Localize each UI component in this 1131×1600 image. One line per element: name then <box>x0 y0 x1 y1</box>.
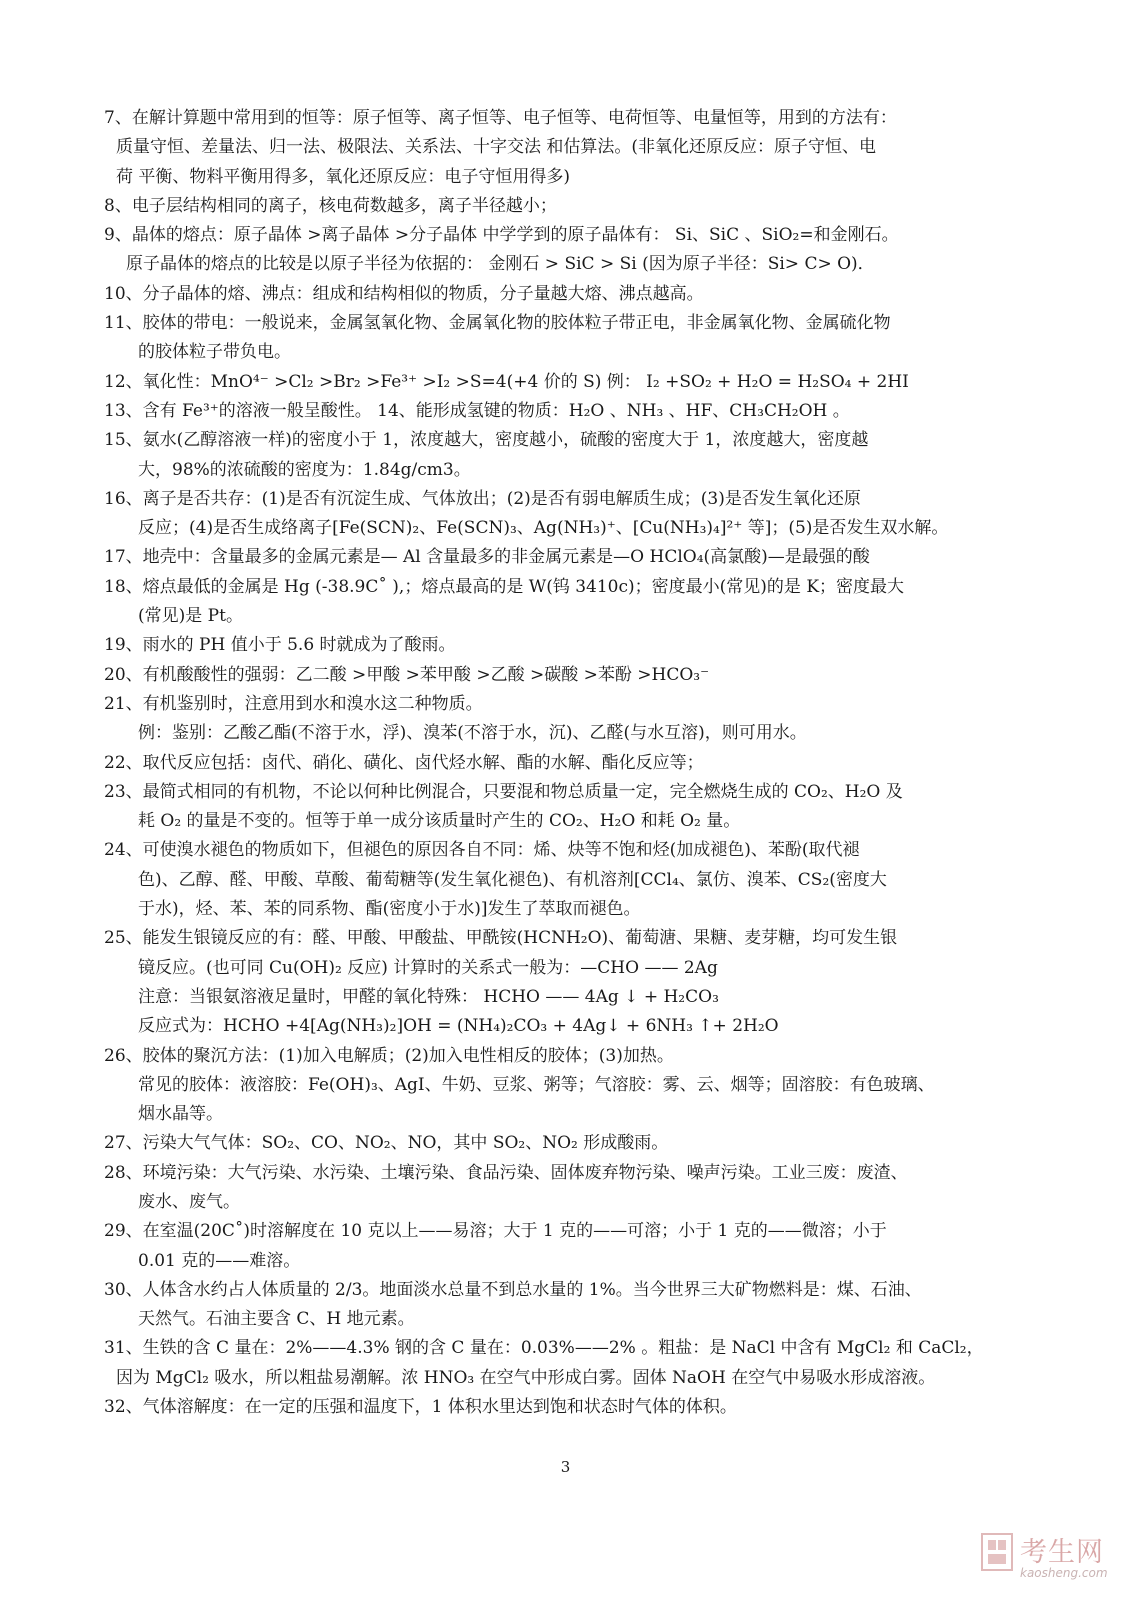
text-line: 大，98%的浓硫酸的密度为：1.84g/cm3。 <box>138 459 471 480</box>
text-line: 废水、废气。 <box>138 1191 240 1212</box>
text-line: 8、电子层结构相同的离子，核电荷数越多，离子半径越小； <box>104 195 557 216</box>
watermark-brand: 考生网 <box>1020 1537 1104 1568</box>
text-line: 注意：当银氨溶液足量时，甲醛的氧化特殊： HCHO —— 4Ag ↓ + H₂CO₃ <box>138 986 719 1007</box>
text-line: 29、在室温(20C˚)时溶解度在 10 克以上——易溶；大于 1 克的——可溶；小于 1 克的——微溶；小于 <box>104 1221 887 1242</box>
text-line: 色)、乙醇、醛、甲酸、草酸、葡萄糖等(发生氧化褪色)、有机溶剂[CCl₄、氯仿、溴苯、CS₂(密度大 <box>138 869 887 890</box>
text-line: 镜反应。(也可同 Cu(OH)₂ 反应) 计算时的关系式一般为：—CHO —— 2Ag <box>138 957 718 978</box>
text-line: 18、熔点最低的金属是 Hg (-38.9C˚ ),；熔点最高的是 W(钨 3410c)；密度最小(常见)的是 K；密度最大 <box>104 576 905 597</box>
text-line: 17、地壳中：含量最多的金属元素是— Al 含量最多的非金属元素是—O HClO₄(高氯酸)—是最强的酸 <box>104 547 870 568</box>
text-line: 22、取代反应包括：卤代、硝化、磺化、卤代烃水解、酯的水解、酯化反应等； <box>104 752 704 773</box>
text-line: 天然气。石油主要含 C、H 地元素。 <box>138 1309 415 1330</box>
text-line: 反应式为：HCHO +4[Ag(NH₃)₂]OH = (NH₄)₂CO₃ + 4Ag↓ + 6NH₃ ↑+ 2H₂O <box>138 1016 779 1037</box>
text-line: 13、含有 Fe³⁺的溶液一般呈酸性。 14、能形成氢键的物质：H₂O 、NH₃ 、HF、CH₃CH₂OH 。 <box>104 400 850 421</box>
text-line: 荷 平衡、物料平衡用得多，氧化还原反应：电子守恒用得多) <box>116 166 571 187</box>
text-line: 常见的胶体：液溶胶：Fe(OH)₃、AgI、牛奶、豆浆、粥等；气溶胶：雾、云、烟等；固溶胶：有色玻璃、 <box>138 1074 935 1095</box>
text-line: 25、能发生银镜反应的有：醛、甲酸、甲酸盐、甲酰铵(HCNH₂O)、葡萄溏、果糖、麦芽糖，均可发生银 <box>104 928 898 949</box>
watermark-logo <box>980 1528 1120 1588</box>
text-line: 30、人体含水约占人体质量的 2/3。地面淡水总量不到总水量的 1%。当今世界三大矿物燃料是：煤、石油、 <box>104 1279 922 1300</box>
text-line: 20、有机酸酸性的强弱：乙二酸 >甲酸 >苯甲酸 >乙酸 >碳酸 >苯酚 >HCO₃⁻ <box>104 664 710 685</box>
text-line: 因为 MgCl₂ 吸水，所以粗盐易潮解。浓 HNO₃ 在空气中形成白雾。固体 NaOH 在空气中易吸水形成溶液。 <box>116 1367 936 1388</box>
text-line: 10、分子晶体的熔、沸点：组成和结构相似的物质，分子量越大熔、沸点越高。 <box>104 283 704 304</box>
text-line: 0.01 克的——难溶。 <box>138 1250 301 1271</box>
text-line: 烟水晶等。 <box>138 1104 223 1125</box>
text-line: 于水)，烃、苯、苯的同系物、酯(密度小于水)]发生了萃取而褪色。 <box>138 899 641 920</box>
text-line: 31、生铁的含 C 量在：2%——4.3% 钢的含 C 量在：0.03%——2% 。粗盐：是 NaCl 中含有 MgCl₂ 和 CaCl₂， <box>104 1338 984 1359</box>
text-line: (常见)是 Pt。 <box>138 606 243 627</box>
text-line: 19、雨水的 PH 值小于 5.6 时就成为了酸雨。 <box>104 635 456 656</box>
text-line: 24、可使溴水褪色的物质如下，但褪色的原因各自不同：烯、炔等不饱和烃(加成褪色)、苯酚(取代褪 <box>104 840 860 861</box>
text-line: 9、晶体的熔点：原子晶体 >离子晶体 >分子晶体 中学学到的原子晶体有： Si、SiC 、SiO₂=和金刚石。 <box>104 225 899 246</box>
text-line: 32、气体溶解度：在一定的压强和温度下，1 体积水里达到饱和状态时气体的体积。 <box>104 1397 737 1418</box>
text-line: 23、最简式相同的有机物，不论以何种比例混合，只要混和物总质量一定，完全燃烧生成的 CO₂、H₂O 及 <box>104 781 903 802</box>
text-line: 26、胶体的聚沉方法：(1)加入电解质；(2)加入电性相反的胶体；(3)加热。 <box>104 1045 674 1066</box>
text-line: 12、氧化性：MnO⁴⁻ >Cl₂ >Br₂ >Fe³⁺ >I₂ >S=4(+4 价的 S) 例： I₂ +SO₂ + H₂O = H₂SO₄ + 2HI <box>104 371 909 392</box>
text-line: 16、离子是否共存：(1)是否有沉淀生成、气体放出；(2)是否有弱电解质生成；(3)是否发生氧化还原 <box>104 488 861 509</box>
page-number: 3 <box>560 1458 571 1476</box>
text-line: 例：鉴别：乙酸乙酯(不溶于水，浮)、溴苯(不溶于水，沉)、乙醛(与水互溶)，则可用水。 <box>138 723 807 744</box>
text-line: 11、胶体的带电：一般说来，金属氢氧化物、金属氧化物的胶体粒子带正电，非金属氧化物、金属硫化物 <box>104 313 891 334</box>
watermark-domain: kaosheng.com <box>1020 1566 1108 1580</box>
text-line: 7、在解计算题中常用到的恒等：原子恒等、离子恒等、电子恒等、电荷恒等、电量恒等，用到的方法有： <box>104 108 897 128</box>
text-line: 耗 O₂ 的量是不变的。恒等于单一成分该质量时产生的 CO₂、H₂O 和耗 O₂ 量。 <box>138 811 741 832</box>
text-line: 原子晶体的熔点的比较是以原子半径为依据的： 金刚石 > SiC > Si (因为原子半径：Si> C> O)． <box>126 254 875 275</box>
text-line: 的胶体粒子带负电。 <box>138 342 291 363</box>
text-line: 27、污染大气气体：SO₂、CO、NO₂、NO，其中 SO₂、NO₂ 形成酸雨。 <box>104 1133 669 1154</box>
text-line: 质量守恒、差量法、归一法、极限法、关系法、十字交法 和估算法。(非氧化还原反应：原子守恒、电 <box>116 137 877 158</box>
watermark-icon <box>980 1532 1014 1572</box>
text-line: 15、氨水(乙醇溶液一样)的密度小于 1，浓度越大，密度越小，硫酸的密度大于 1，浓度越大，密度越 <box>104 430 869 451</box>
text-line: 21、有机鉴别时，注意用到水和溴水这二种物质。 <box>104 693 483 714</box>
document-body <box>104 104 1036 1422</box>
text-line: 28、环境污染：大气污染、水污染、土壤污染、食品污染、固体废弃物污染、噪声污染。工业三废：废渣、 <box>104 1162 908 1183</box>
text-line: 反应；(4)是否生成络离子[Fe(SCN)₂、Fe(SCN)₃、Ag(NH₃)⁺、[Cu(NH₃)₄]²⁺ 等]；(5)是否发生双水解。 <box>138 518 949 539</box>
